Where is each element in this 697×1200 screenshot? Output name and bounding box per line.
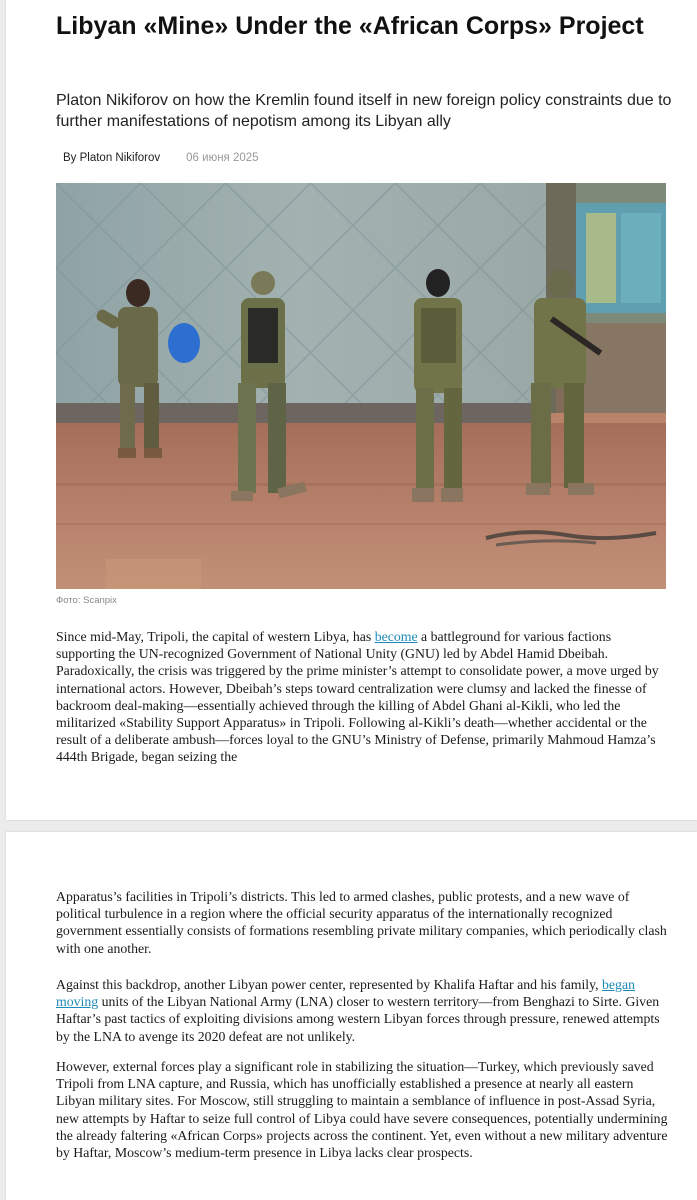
paragraph-2: Apparatus’s facilities in Tripoli’s districts. This led to armed clashes, public protests, and a new wave of political turbulence in a region where the official security apparatus of the internationally recognized government essentially consists of formations resembling private military companies, which periodically clash with one another. — [56, 889, 667, 956]
paragraph-1-text-a: Since mid-May, Tripoli, the capital of western Libya, has — [56, 629, 375, 644]
article-photo — [56, 183, 666, 589]
article-page-2 — [6, 832, 697, 1200]
byline — [63, 152, 259, 164]
paragraph-1 — [56, 628, 670, 766]
publish-date: 06 июня 2025 — [186, 152, 259, 164]
photo-caption: Фото: Scanpix — [56, 595, 117, 606]
paragraph-3-text-b: units of the Libyan National Army (LNA) closer to western territory—from Benghazi to Sirte. Given Haftar’s past tactics of exploiting divisions among western Libyan forces through pressure, renewed attempts by the LNA to avenge its 2020 defeat are not unlikely. — [56, 994, 660, 1044]
link-began-moving[interactable]: began moving — [56, 977, 635, 1010]
author-name[interactable]: By Platon Nikiforov — [63, 152, 161, 164]
paragraph-3 — [56, 976, 670, 1045]
link-become[interactable]: become — [374, 629, 418, 644]
paragraph-3-text-a: Against this backdrop, another Libyan power center, represented by Khalifa Haftar and his family, — [56, 977, 603, 992]
article-title: Libyan «Mine» Under the «African Corps» Project — [56, 12, 644, 40]
paragraph-4: However, external forces play a significant role in stabilizing the situation—Turkey, which previously saved Tripoli from LNA capture, and Russia, which has unofficially established a presence at nearly all eastern Libyan military sites. For Moscow, still struggling to maintain a semblance of influence in post-Assad Syria, new attempts by Haftar to seize full control of Libya could have severe consequences, potentially undermining the already faltering «African Corps» projects across the continent. Yet, even without a new military adventure by Haftar, Moscow’s medium-term presence in Libya lacks clear prospects. — [56, 1059, 668, 1161]
article-page-1 — [6, 0, 697, 820]
article-subtitle: Platon Nikiforov on how the Kremlin found itself in new foreign policy constraints due to further manifestations of nepotism among its Libyan ally — [56, 92, 672, 130]
paragraph-1-text-b: a battleground for various factions supporting the UN-recognized Government of National Unity (GNU) led by Abdel Hamid Dbeibah. Paradoxically, the crisis was triggered by the prime minister’s attempt to consolidate power, a move urged by international actors. However, Dbeibah’s steps toward centralization were clumsy and lacked the finesse of backroom deal-making—essentially achieved through the killing of Abdel Ghani al-Kikli, who led the militarized «Stability Support Apparatus» in Tripoli. Following al-Kikli’s death—whether accidental or the result of a deliberate ambush—forces loyal to the GNU’s Ministry of Defense, primarily Mahmoud Hamza’s 444th Brigade, began seizing the — [56, 629, 659, 765]
